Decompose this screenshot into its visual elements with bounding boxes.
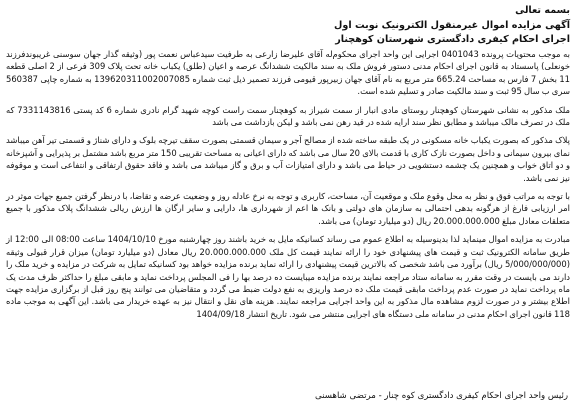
notice-title: آگهی مزایده اموال غیرمنقول الکترونیک نوبت اول bbox=[334, 20, 570, 31]
signature-line: رئیس واحد اجرای احکام کیفری دادگستری کوه چنار - مرتضی شاهسنی bbox=[314, 391, 568, 401]
issuing-office: اجرای احکام کیفری دادگستری شهرستان کوهچنار bbox=[335, 34, 570, 45]
paragraph-valuation: با توجه به مراتب فوق و نظر به محل وقوع ملک و موقعیت آن، مساحت، کاربری و توجه به نرخ عادله روز و وضعیت عرضه و تقاضا، با درنظر گرفتن جمیع جهات موثر در امر ارزیابی فارغ از هرگونه بدهی احتمالی به سازمان های دولتی و بانک ها اعم از شهرداری ها، دارایی و سایر ارگان ها ارزش ریالی ششدانگ پلاک مذکور با جمیع متعلقات معادل مبلغ 20.000.000.000 ریال (دو میلیارد تومان) می باشد. bbox=[6, 191, 570, 226]
paragraph-auction-terms: مبادرت به مزایده اموال مینماید لذا بدینوسیله به اطلاع عموم می رساند کسانیکه مایل به خرید باشند روز چهارشنبه مورخ 1404/10/10 ساعت 08:00 الی 12:00 از طریق سامانه الکترونیک ثبت و قیمت های پیشنهادی خود را ارائه نمایند قیمت کل ملک 20.000.000.000 ریال معادل (دو میلیارد تومان) میزان قرار قبولی وثیقه (5/000/000/000 ریال) برآورد می باشد شخصی که بالاترین قیمت پیشنهادی را ارائه نماید برنده مزایده خواهد بود کسانیکه تمایل به شرکت در مزایده و خرید ملک را دارند می بایست در وقت مقرر به سامانه ستاد مراجعه نمایند برنده مزایده میبایست ده درصد بها را فی المجلس پرداخت نماید و مابقی مبلغ را حداکثر ظرف مدت یک ماه پرداخت نماید در صورت عدم پرداخت مابقی قیمت ملک ده درصد واریزی به نفع دولت ضبط می گردد و متقاضیان می توانند پنج روز قبل از برگزاری مزایده جهت اطلاع بیشتر و در صورت لزوم مشاهده مال مذکور به این واحد اجرایی مراجعه نمایند. هزینه های نقل و انتقال نیز به عهده خریدار می باشد. این آگهی به موجب ماده 118 قانون اجرای احکام مدنی در سامانه ملی دستگاه های اجرایی منتشر می شود. تاریخ انتشار 1404/09/18 bbox=[6, 234, 570, 319]
notice-kicker: بسمه تعالی bbox=[515, 5, 570, 16]
paragraph-property-description: پلاک مذکور که بصورت یکباب خانه مسکونی در یک طبقه ساخته شده از مصالح آجر و سیمان قسمتی بصورت سقف تیرچه بلوک و دارای شناژ و قسمتی تیر آهن میباشد نمای بیرون سیمانی و داخل بصورت نازک کاری با قدمت بالای 20 سال می باشد که دارای اعیانی به مساحت تقریبی 150 متر مربع باشد مشتمل بر پذیرایی و آشپزخانه و دو اتاق خواب و همچنین یک چشمه دستشویی در حیاط می باشد و دارای امتیازات آب و برق و گاز میباشد می باشد و فاقد حقوق ارتفاقی و انتفاعی است و موقوفه نیز نمی باشد. bbox=[6, 135, 570, 183]
paragraph-case-details: به موجب محتویات پرونده 0401043 اجرایی این واحد اجرای محکوم‌له آقای علیرضا زارعی به طرفیت سیدعباس نعمت پور (وثیقه گذار جهان سوسنی غریبوندفرزند خونعلی) پاسستاد به قانون اجرای احکام مدنی دستور فروش ملک به سند مالکیت ششدانگ عرصه و اعیان (طلق) یکباب خانه تحت پلاک 309 فرعی از 2 اصلی قطعه 11 بخش 7 فارس به مساحت 665.24 متر مربع به نام آقای جهان زبیرپور قیومی فرزند تصمیر ذیل ثبت شماره 139620311002007085 به شماره چاپی 560387 سری ب سال 95 ثبت و سند مالکیت صادر و تسلیم شده است. bbox=[6, 49, 571, 97]
paragraph-property-address: ملک مذکور به نشانی شهرستان کوهچنار روستای مادی انبار از سمت شیراز به کوهچنار سمت راست کوچه شهید گرام نادری شماره 6 کد پستی 7331143816 که ملک در تصرف مالک میباشد و مطابق نظر سند ارایه شده در قید رهن نمی باشد و لیکن بازداشت می باشد bbox=[6, 104, 571, 128]
